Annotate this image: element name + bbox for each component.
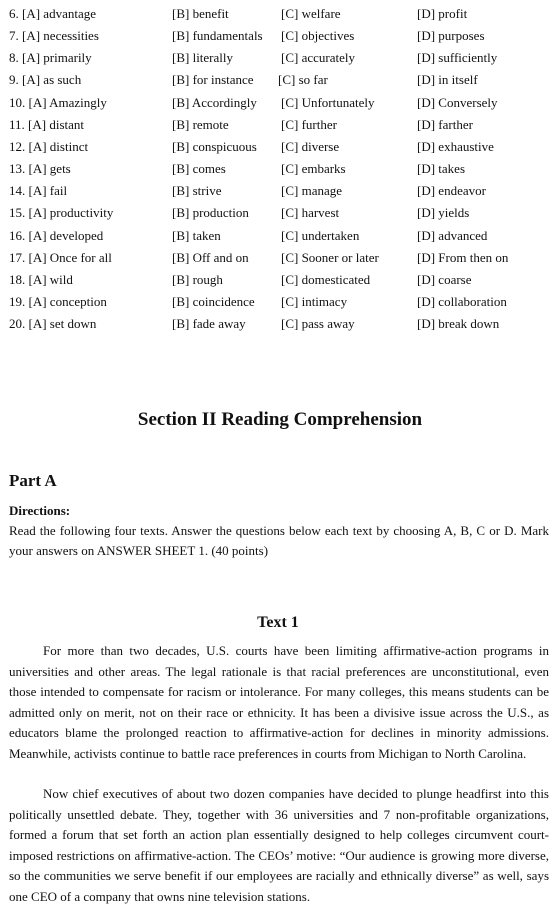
question-number: 9.: [9, 72, 19, 88]
option-a: [9, 93, 107, 113]
option-text: [A] productivity: [28, 205, 114, 221]
option-text: [A] set down: [28, 316, 97, 332]
option-b: [B] conspicuous: [172, 138, 257, 154]
option-d: [D] endeavor: [417, 183, 486, 199]
option-row: [0, 137, 560, 157]
option-text: [A] Amazingly: [28, 94, 107, 110]
option-text: [A] advantage: [22, 6, 96, 21]
option-c: [C] so far: [278, 72, 328, 88]
option-b: [B] Accordingly: [172, 94, 257, 110]
option-text: [A] conception: [28, 293, 107, 309]
option-d: [D] farther: [417, 116, 473, 132]
paragraph-1: For more than two decades, U.S. courts have been limiting affirmative-action programs in universities and other areas. The legal rationale is that racial preferences are unconstitutional, even those intended to compensate for racism or intolerance. For many colleges, this means students can be admitted only on merit, not on their race or ethnicity. It has been a divisive issue across the U.S., as educators blame the prolonged reaction to affirmative-action for declines in minority admissions. Meanwhile, activists continue to battle race preferences in courts from Michigan to North Carolina.: [9, 643, 549, 761]
option-b: [B] production: [172, 205, 249, 221]
option-row: [0, 4, 560, 24]
directions-label: Directions:: [9, 503, 71, 518]
question-number: 15.: [9, 205, 26, 221]
option-row: [0, 248, 560, 268]
option-b: [B] Off and on: [172, 249, 249, 265]
option-row: [0, 181, 560, 201]
option-c: [C] harvest: [281, 205, 340, 221]
option-d: [D] advanced: [417, 227, 488, 243]
option-c: [C] objectives: [281, 28, 355, 44]
option-b: [B] benefit: [172, 6, 229, 21]
option-row: [0, 292, 560, 312]
question-number: 19.: [9, 293, 26, 309]
option-row: [0, 159, 560, 179]
text-title: Text 1: [257, 614, 299, 631]
question-number: 11.: [9, 116, 25, 132]
option-c: [C] manage: [281, 183, 343, 199]
option-b: [B] strive: [172, 183, 222, 199]
question-number: 12.: [9, 138, 26, 154]
option-text: [A] primarily: [22, 50, 92, 66]
option-d: [D] Conversely: [417, 94, 498, 110]
option-a: [9, 181, 67, 201]
option-text: [A] wild: [28, 271, 73, 287]
paragraph-2: Now chief executives of about two dozen companies have decided to plunge headfirst into this politically unsettled debate. They, together with 36 universities and 7 non-profitable organizations, formed a forum that set forth an action plan essentially designed to help colleges circumvent court-imposed restrictions on affirmative-action. The CEOs’ motive: “Our audience is growing more diverse, so the communities we serve benefit if our employees are racially and ethnically diverse” as well, says one CEO of a company that owns nine television stations.: [9, 786, 549, 904]
option-text: [A] developed: [28, 227, 104, 243]
option-c: [C] further: [281, 116, 337, 132]
option-text: [A] distinct: [28, 138, 89, 154]
question-number: 6.: [9, 6, 19, 21]
option-a: [9, 203, 113, 223]
option-d: [D] yields: [417, 205, 470, 221]
part-title: Part A: [9, 471, 57, 490]
option-b: [B] fundamentals: [172, 28, 263, 44]
question-number: 7.: [9, 28, 19, 44]
option-text: [A] fail: [28, 183, 68, 199]
option-d: [D] From then on: [417, 249, 509, 265]
question-number: 18.: [9, 271, 26, 287]
question-number: 20.: [9, 316, 26, 332]
option-d: [D] break down: [417, 316, 500, 332]
option-d: [D] purposes: [417, 28, 485, 44]
question-number: 10.: [9, 94, 26, 110]
option-a: [9, 115, 84, 135]
question-number: 17.: [9, 249, 26, 265]
option-row: [0, 226, 560, 246]
option-a: [9, 314, 96, 334]
option-d: [D] collaboration: [417, 293, 507, 309]
option-a: [9, 270, 73, 290]
option-a: [9, 292, 107, 312]
option-d: [D] coarse: [417, 271, 472, 287]
question-number: 16.: [9, 227, 26, 243]
option-c: [C] embarks: [281, 161, 346, 177]
option-text: [A] Once for all: [28, 249, 112, 265]
option-a: [9, 26, 99, 46]
option-b: [B] comes: [172, 161, 226, 177]
option-a: [9, 248, 112, 268]
option-c: [C] Sooner or later: [281, 249, 379, 265]
option-c: [C] pass away: [281, 316, 355, 332]
option-row: [0, 70, 560, 90]
option-a: [9, 226, 103, 246]
option-c: [C] diverse: [281, 138, 340, 154]
directions-text: Read the following four texts. Answer the questions below each text by choosing A, B, C or D. Mark your answers on ANSWER SHEET 1. (40 points): [9, 523, 549, 558]
option-a: [9, 70, 81, 90]
question-number: 8.: [9, 50, 19, 66]
option-c: [C] intimacy: [281, 293, 348, 309]
option-c: [C] welfare: [281, 6, 341, 21]
option-c: [C] domesticated: [281, 271, 371, 287]
option-b: [B] rough: [172, 271, 223, 287]
option-a: [9, 4, 96, 24]
question-number: 14.: [9, 183, 26, 199]
option-a: [9, 48, 92, 68]
option-b: [B] literally: [172, 50, 234, 66]
question-number: 13.: [9, 161, 26, 177]
option-text: [A] necessities: [22, 28, 99, 44]
section-title: Section II Reading Comprehension: [137, 409, 423, 430]
option-d: [D] profit: [417, 6, 468, 21]
option-text: [A] distant: [28, 116, 84, 132]
option-c: [C] Unfortunately: [281, 94, 375, 110]
option-row: [0, 115, 560, 135]
option-b: [B] for instance: [172, 72, 254, 88]
option-d: [D] sufficiently: [417, 50, 498, 66]
option-b: [B] coincidence: [172, 293, 255, 309]
option-b: [B] remote: [172, 116, 229, 132]
option-row: [0, 93, 560, 113]
option-b: [B] taken: [172, 227, 221, 243]
option-d: [D] takes: [417, 161, 466, 177]
option-text: [A] gets: [28, 161, 71, 177]
option-c: [C] accurately: [281, 50, 355, 66]
option-d: [D] in itself: [417, 72, 478, 88]
option-row: [0, 314, 560, 334]
option-b: [B] fade away: [172, 316, 246, 332]
option-text: [A] as such: [22, 72, 82, 88]
option-a: [9, 159, 71, 179]
option-c: [C] undertaken: [281, 227, 360, 243]
option-row: [0, 203, 560, 223]
option-a: [9, 137, 88, 157]
option-d: [D] exhaustive: [417, 138, 494, 154]
option-row: [0, 270, 560, 290]
option-row: [0, 48, 560, 68]
option-row: [0, 26, 560, 46]
